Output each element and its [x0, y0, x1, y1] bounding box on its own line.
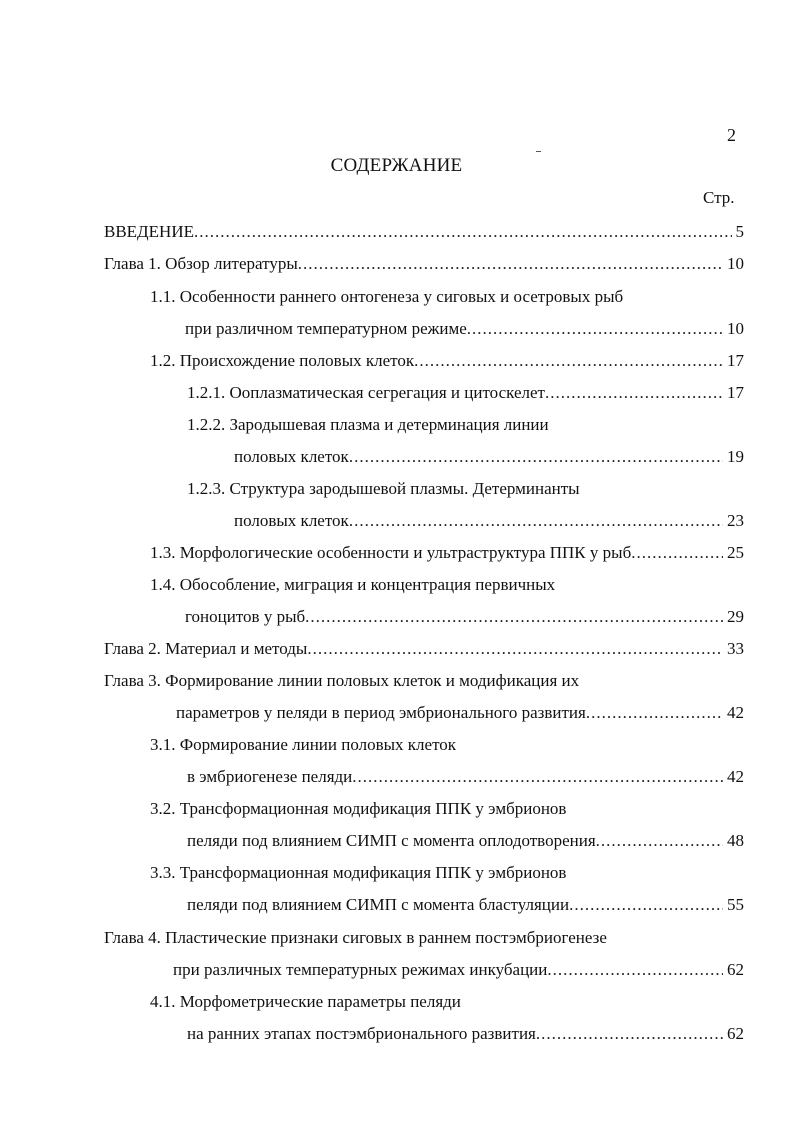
pages-column-header: Стр. [703, 188, 735, 207]
toc-entry [187, 381, 744, 405]
toc-leader [631, 541, 723, 565]
toc-entry [150, 285, 623, 309]
toc-entry [234, 445, 744, 469]
toc-entry-text: половых клеток [234, 447, 349, 466]
toc-entry-text: 1.2. Происхождение половых клеток [150, 351, 415, 370]
toc-entry [187, 477, 580, 501]
toc-entry-text: 3.1. Формирование линии половых клеток [150, 735, 457, 754]
toc-leader [536, 1022, 723, 1046]
toc-entry [185, 605, 744, 629]
toc-leader [194, 220, 732, 244]
toc-entry [187, 765, 744, 789]
toc-entry-page: 25 [727, 543, 744, 562]
toc-entry-text: Глава 1. Обзор литературы [104, 254, 298, 273]
toc-entry-text: Глава 4. Пластические признаки сиговых в раннем постэмбриогенезе [104, 928, 607, 947]
toc-entry-text: 3.2. Трансформационная модификация ППК у эмбрионов [150, 799, 567, 818]
toc-entry [104, 669, 579, 693]
toc-entry-page: 10 [727, 319, 744, 338]
toc-leader [545, 381, 723, 405]
page-title: СОДЕРЖАНИЕ [330, 155, 463, 176]
toc-leader [414, 349, 723, 373]
toc-leader [467, 317, 723, 341]
toc-entry-text: половых клеток [234, 511, 349, 530]
toc-leader [298, 252, 723, 276]
toc-entry-text: в эмбриогенезе пеляди [187, 767, 353, 786]
toc-entry-page: 19 [727, 447, 744, 466]
toc-entry [187, 413, 549, 437]
toc-leader [349, 445, 723, 469]
toc-leader [569, 893, 723, 917]
toc-entry-page: 5 [735, 222, 744, 241]
toc-leader [349, 509, 723, 533]
toc-entry-page: 42 [727, 767, 744, 786]
toc-leader [547, 958, 723, 982]
toc-entry [104, 220, 744, 244]
toc-entry-text: ВВЕДЕНИЕ [104, 222, 194, 241]
toc-entry-text: пеляди под влиянием СИМП с момента оплодотворения [187, 831, 596, 850]
toc-entry [104, 637, 744, 661]
toc-leader [596, 829, 723, 853]
toc-entry [104, 926, 607, 950]
toc-entry-page: 23 [727, 511, 744, 530]
toc-entry-text: 1.4. Обособление, миграция и концентрация первичных [150, 575, 556, 594]
toc-entry-text: 4.1. Морфометрические параметры пеляди [150, 992, 461, 1011]
toc-entry-text: 3.3. Трансформационная модификация ППК у эмбрионов [150, 863, 567, 882]
toc-entry [150, 861, 566, 885]
toc-entry [187, 829, 744, 853]
toc-entry [150, 349, 744, 373]
toc-entry [187, 1022, 744, 1046]
toc-entry-page: 17 [727, 383, 744, 402]
toc-entry-text: при различных температурных режимах инкубации [173, 960, 548, 979]
toc-entry-text: при различном температурном режиме [185, 319, 467, 338]
toc-entry-page: 42 [727, 703, 744, 722]
toc-entry-page: 48 [727, 831, 744, 850]
toc-entry-page: 62 [727, 960, 744, 979]
scan-speck [536, 151, 541, 152]
toc-entry-page: 33 [727, 639, 744, 658]
toc-entry-text: Глава 3. Формирование линии половых клеток и модификация их [104, 671, 580, 690]
toc-entry-text: 1.2.1. Ооплазматическая сегрегация и цитоскелет [187, 383, 545, 402]
toc-entry [187, 893, 744, 917]
toc-entry-text: Глава 2. Материал и методы [104, 639, 308, 658]
toc-entry [150, 797, 566, 821]
toc-entry-text: 1.1. Особенности раннего онтогенеза у сиговых и осетровых рыб [150, 287, 624, 306]
toc-entry-text: 1.2.3. Структура зародышевой плазмы. Детерминанты [187, 479, 580, 498]
toc-leader [352, 765, 723, 789]
toc-entry-page: 29 [727, 607, 744, 626]
toc-leader [305, 605, 723, 629]
toc-entry [234, 509, 744, 533]
toc-entry-text: 1.2.2. Зародышевая плазма и детерминация линии [187, 415, 549, 434]
toc-entry [150, 541, 744, 565]
page-number: 2 [727, 125, 736, 145]
toc-entry-page: 17 [727, 351, 744, 370]
toc-entry [150, 733, 456, 757]
toc-entry [185, 317, 744, 341]
toc-entry [104, 252, 744, 276]
toc-entry [150, 573, 555, 597]
toc-entry [150, 990, 461, 1014]
toc-entry-text: на ранних этапах постэмбрионального развития [187, 1024, 536, 1043]
toc-entry-text: 1.3. Морфологические особенности и ультраструктура ППК у рыб [150, 543, 632, 562]
toc-entry-page: 55 [727, 895, 744, 914]
toc-entry-page: 10 [727, 254, 744, 273]
toc-entry-page: 62 [727, 1024, 744, 1043]
toc-entry [173, 958, 744, 982]
toc-leader [586, 701, 723, 725]
toc-entry [176, 701, 744, 725]
toc-entry-text: параметров у пеляди в период эмбрионального развития [176, 703, 586, 722]
toc-leader [307, 637, 723, 661]
toc-entry-text: пеляди под влиянием СИМП с момента бластуляции [187, 895, 570, 914]
toc-entry-text: гоноцитов у рыб [185, 607, 306, 626]
